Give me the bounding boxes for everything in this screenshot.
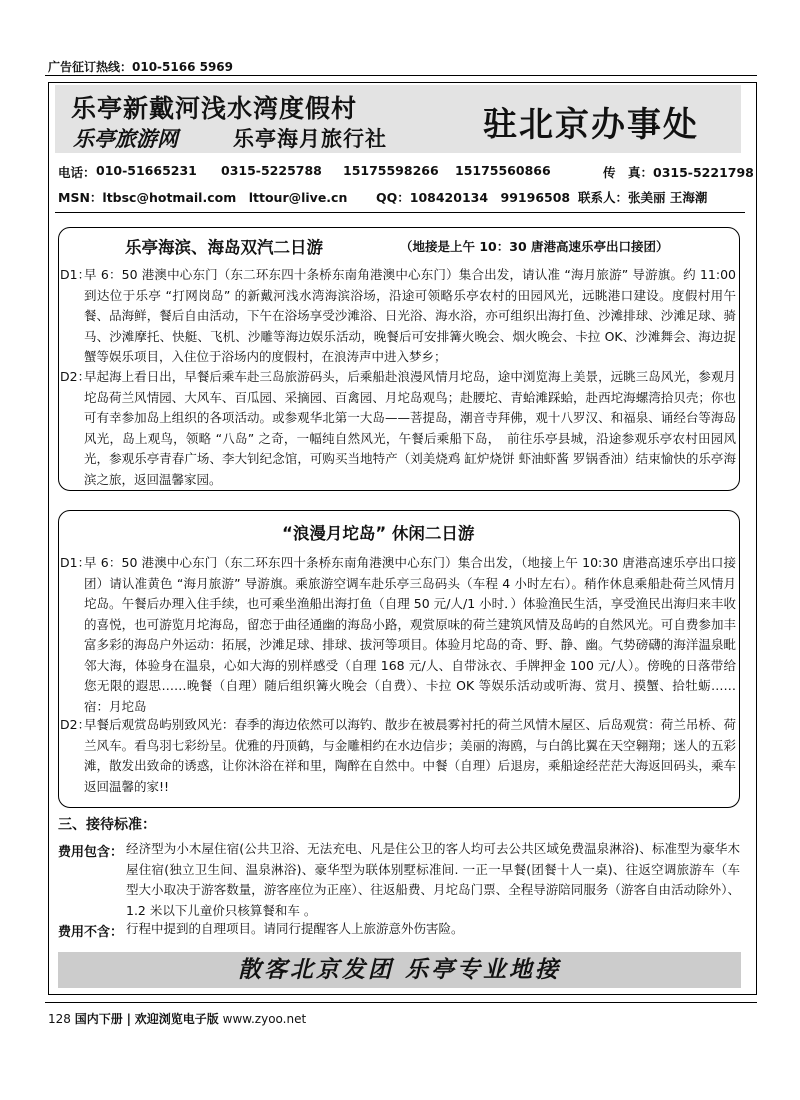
qq: QQ：108420134 99196508: [376, 190, 571, 205]
travel-agency-name: 乐亭海月旅行社: [233, 126, 387, 151]
route1-title: 乐亭海滨、海岛双汽二日游: [125, 238, 323, 257]
top-divider: [45, 75, 757, 76]
day-label: D2：: [60, 717, 91, 732]
day-text: 早餐后观赏岛屿别致风光：春季的海边依然可以海钓、散步在被晨雾衬托的荷兰风情木屋区、后岛观赏：荷兰吊桥、荷兰风车。看鸟羽七彩纷呈。优雅的丹顶鹤，与金雕相约在水边信步；美丽的海鸥，与白鸽比翼在天空翱翔；迷人的五彩滩，散发出致命的诱惑，让你沐浴在祥和里，陶醉在自然中。中餐（自理）后退房，乘船途经茫茫大海返回码头，乘车返回温馨的家!!: [84, 717, 736, 794]
contact-divider: [55, 212, 745, 213]
page-footer: [48, 1010, 306, 1027]
beijing-office-title: 驻北京办事处: [483, 105, 699, 145]
footer-banner: [58, 952, 741, 988]
footer-url[interactable]: www.zyoo.net: [222, 1012, 307, 1026]
day-label: D1：: [60, 555, 91, 570]
footer-slogan: 欢迎浏览电子版: [134, 1012, 219, 1026]
route1-note: （地接是上午 10：30 唐港高速乐亭出口接团）: [400, 239, 669, 254]
phone-2: 0315-5225788: [221, 163, 322, 178]
page-number: 128: [48, 1012, 71, 1026]
route2-day2: [60, 715, 740, 805]
fee-include-text: 经济型为小木屋住宿(公共卫浴、无法充电、凡是住公卫的客人均可去公共区域免费温泉淋浴)、标准型为豪华木屋住宿(独立卫生间、温泉淋浴)、豪华型为联体别墅标准间. 一正一早餐(团餐十人一桌)、往返空调旅游车（车型大小取决于游客数量，游客座位为正座）、往返船费、月坨岛门票、全程导游陪同服务（游客自由活动除外）、1.2 米以下儿童价只核算餐和车 。: [126, 841, 740, 918]
route1-day2: [60, 367, 740, 487]
header-banner: [55, 85, 741, 153]
resort-name: 乐亭新戴河浅水湾度假村: [71, 94, 358, 123]
day-label: D1：: [60, 267, 91, 282]
phone-4: 15175560866: [455, 163, 551, 178]
phone-label: 电话：: [58, 165, 96, 180]
route2-day1: [60, 553, 740, 713]
standards-title: 三、接待标准：: [58, 817, 156, 833]
section-name: 国内下册: [74, 1012, 123, 1026]
footer-separator: |: [126, 1012, 131, 1026]
fee-exclude-text: 行程中提到的自理项目。请同行提醒客人上旅游意外伤害险。: [126, 921, 464, 936]
phone-1: 010-51665231: [96, 163, 197, 178]
route1-day1: [60, 265, 740, 367]
ad-hotline: 广告征订热线：010-5166 5969: [48, 60, 234, 74]
fax: 传 真：0315-5221798: [603, 165, 754, 180]
fee-include-label: 费用包含：: [58, 845, 124, 860]
fee-exclude-label: 费用不含：: [58, 925, 124, 940]
route2-title: “浪漫月坨岛” 休闲二日游: [282, 524, 475, 543]
day-text: 早 6：50 港澳中心东门（东二环东四十条桥东南角港澳中心东门）集合出发，（地接上午 10:30 唐港高速乐亭出口接团）请认准黄色 “海月旅游” 导游旗。乘旅游空调车赴乐亭三岛码头（车程 4 小时左右）。稍作休息乘船赴荷兰风情月坨岛。午餐后办理入住手续，也可乘坐渔船出海打鱼（自理 50 元/人/1 小时．）体验渔民生活，享受渔民出海归来丰收的喜悦，也可游览月坨海岛，留恋于曲径通幽的海岛小路，观赏原味的荷兰建筑风情及岛屿的自然风光。可自费参加丰富多彩的海岛户外运动：拓展，沙滩足球、排球、拔河等项目。体验月坨岛的奇、野、静、幽。气势磅礴的海洋温泉毗邻大海，体验身在温泉，心如大海的别样感受（自理 168 元/人、自带泳衣、手牌押金 100 元/人）。傍晚的日落带给您无限的遐思……晚餐（自理）随后组织篝火晚会（自费）、卡拉 OK 等娱乐活动或听海、赏月、摸蟹、拾牡蛎……宿：月坨岛: [84, 555, 736, 714]
footer-banner-text: 散客北京发团 乐亭专业地接: [237, 956, 561, 983]
day-text: 早 6：50 港澳中心东门（东二环东四十条桥东南角港澳中心东门）集合出发，请认准 “海月旅游” 导游旗。约 11:00 到达位于乐亭 “打网岗岛” 的新戴河浅水湾海滨浴场，沿途可领略乐亭农村的田园风光，远眺港口建设。度假村用午餐、品海鲜，餐后自由活动，下午在浴场享受沙滩浴、日光浴、海水浴，亦可组织出海打鱼、沙滩排球、沙滩足球、骑马、沙滩摩托、快艇、飞机、沙雕等海边娱乐活动，晚餐后可安排篝火晚会、烟火晚会、卡拉 OK、沙滩舞会、海边捉蟹等娱乐项目，入住位于浴场内的度假村，在浪涛声中进入梦乡；: [84, 267, 736, 364]
travel-site-name: 乐亭旅游网: [73, 126, 178, 151]
page-divider: [45, 1002, 757, 1003]
contact-persons: 联系人：张美丽 王海潮: [578, 190, 708, 205]
day-text: 早起海上看日出，早餐后乘车赴三岛旅游码头，后乘船赴浪漫风情月坨岛，途中浏览海上美景，远眺三岛风光，参观月坨岛荷兰风情园、大风车、百瓜园、采摘园、百禽园、月坨岛观鸟；赴腰坨、青蛤滩踩蛤，赴西坨海螺湾拾贝壳；你也可有幸参加岛上组织的各项活动。或参观华北第一大岛——菩提岛，潮音寺拜佛，观十八罗汉、和福泉、诵经台等海岛风光，岛上观鸟，领略 “八岛” 之奇，一幅纯自然风光，午餐后乘船下岛， 前往乐亭县城，沿途参观乐亭农村田园风光，参观乐亭青春广场、李大钊纪念馆，可购买当地特产（刘美烧鸡 缸炉烧饼 虾油虾酱 罗锅香油）结束愉快的乐亭海滨之旅，返回温馨家园。: [84, 369, 736, 487]
msn: MSN：ltbsc@hotmail.com lttour@live.cn: [58, 190, 348, 205]
phone-3: 15175598266: [343, 163, 439, 178]
day-label: D2：: [60, 369, 91, 384]
